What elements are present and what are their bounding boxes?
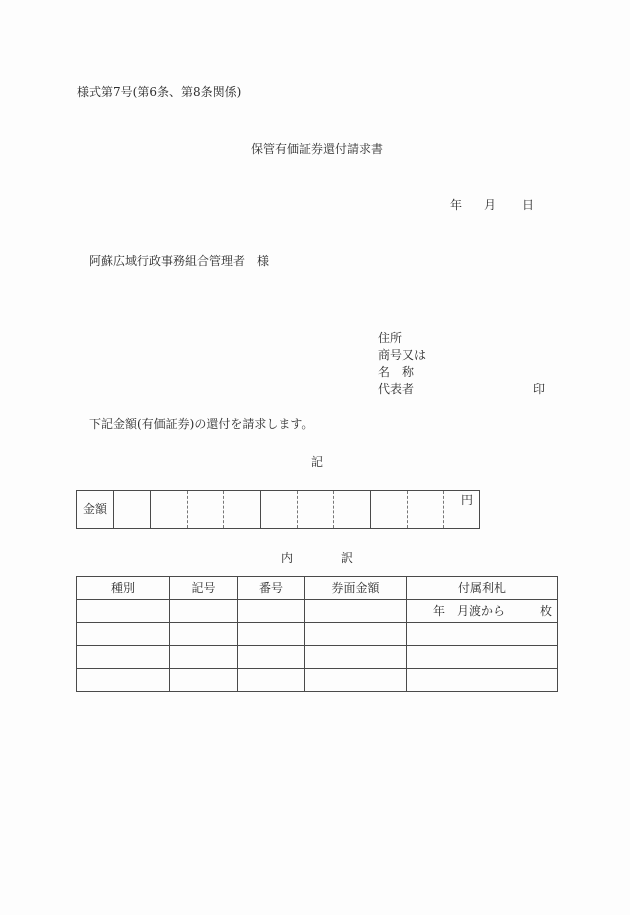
cell-number[interactable] [238, 623, 305, 646]
cell-type[interactable] [77, 600, 170, 623]
addressee: 阿蘇広域行政事務組合管理者 様 [89, 254, 270, 268]
request-text: 下記金額(有価証券)の還付を請求します。 [89, 417, 314, 431]
cell-face-value[interactable] [305, 623, 407, 646]
table-row [77, 623, 558, 646]
table-header-row [77, 577, 558, 600]
cell-symbol[interactable] [170, 646, 238, 669]
cell-coupon[interactable] [407, 623, 558, 646]
header-number: 番号 [238, 577, 305, 600]
amount-digit-cell[interactable] [151, 491, 187, 528]
trade-name-label: 商号又は [378, 348, 427, 362]
date-year-label: 年 [450, 198, 463, 212]
coupon-month-from-label: 月渡から [457, 604, 506, 618]
cell-number[interactable] [238, 600, 305, 623]
breakdown-title-left: 内 [281, 551, 294, 565]
coupon-count-unit: 枚 [540, 604, 553, 618]
cell-type[interactable] [77, 646, 170, 669]
cell-coupon[interactable] [407, 646, 558, 669]
cell-symbol[interactable] [170, 600, 238, 623]
coupon-year-label: 年 [433, 604, 446, 618]
cell-face-value[interactable] [305, 669, 407, 692]
cell-type[interactable] [77, 623, 170, 646]
table-row [77, 669, 558, 692]
amount-digit-cell[interactable] [371, 491, 407, 528]
yen-label: 円 [460, 493, 473, 507]
cell-symbol[interactable] [170, 669, 238, 692]
note-label: 記 [311, 455, 324, 469]
header-face-value: 券面金額 [305, 577, 407, 600]
form-number: 様式第7号(第6条、第8条関係) [77, 85, 242, 99]
cell-symbol[interactable] [170, 623, 238, 646]
table-row [77, 600, 558, 623]
cell-coupon[interactable] [407, 669, 558, 692]
cell-face-value[interactable] [305, 600, 407, 623]
amount-digit-cell[interactable] [224, 491, 260, 528]
seal-label: 印 [533, 382, 546, 396]
date-month-label: 月 [484, 198, 497, 212]
cell-number[interactable] [238, 669, 305, 692]
name-label: 名 称 [378, 365, 415, 379]
table-row [77, 646, 558, 669]
date-day-label: 日 [522, 198, 535, 212]
header-coupon: 付属利札 [407, 577, 558, 600]
amount-digit-cell[interactable] [298, 491, 333, 528]
amount-digit-cell[interactable] [188, 491, 223, 528]
cell-face-value[interactable] [305, 646, 407, 669]
amount-table [76, 490, 480, 529]
address-label: 住所 [378, 331, 403, 345]
representative-label: 代表者 [378, 382, 415, 396]
amount-digit-cell[interactable] [408, 491, 443, 528]
header-symbol: 記号 [170, 577, 238, 600]
cell-number[interactable] [238, 646, 305, 669]
document-title: 保管有価証券還付請求書 [251, 142, 384, 156]
header-type: 種別 [77, 577, 170, 600]
amount-digit-cell[interactable] [261, 491, 297, 528]
amount-digit-cell[interactable] [334, 491, 370, 528]
amount-digit-cell[interactable] [114, 491, 150, 528]
cell-coupon[interactable] [407, 600, 558, 623]
breakdown-title-right: 訳 [341, 551, 354, 565]
breakdown-table [76, 576, 558, 692]
amount-label: 金額 [82, 502, 107, 516]
cell-type[interactable] [77, 669, 170, 692]
